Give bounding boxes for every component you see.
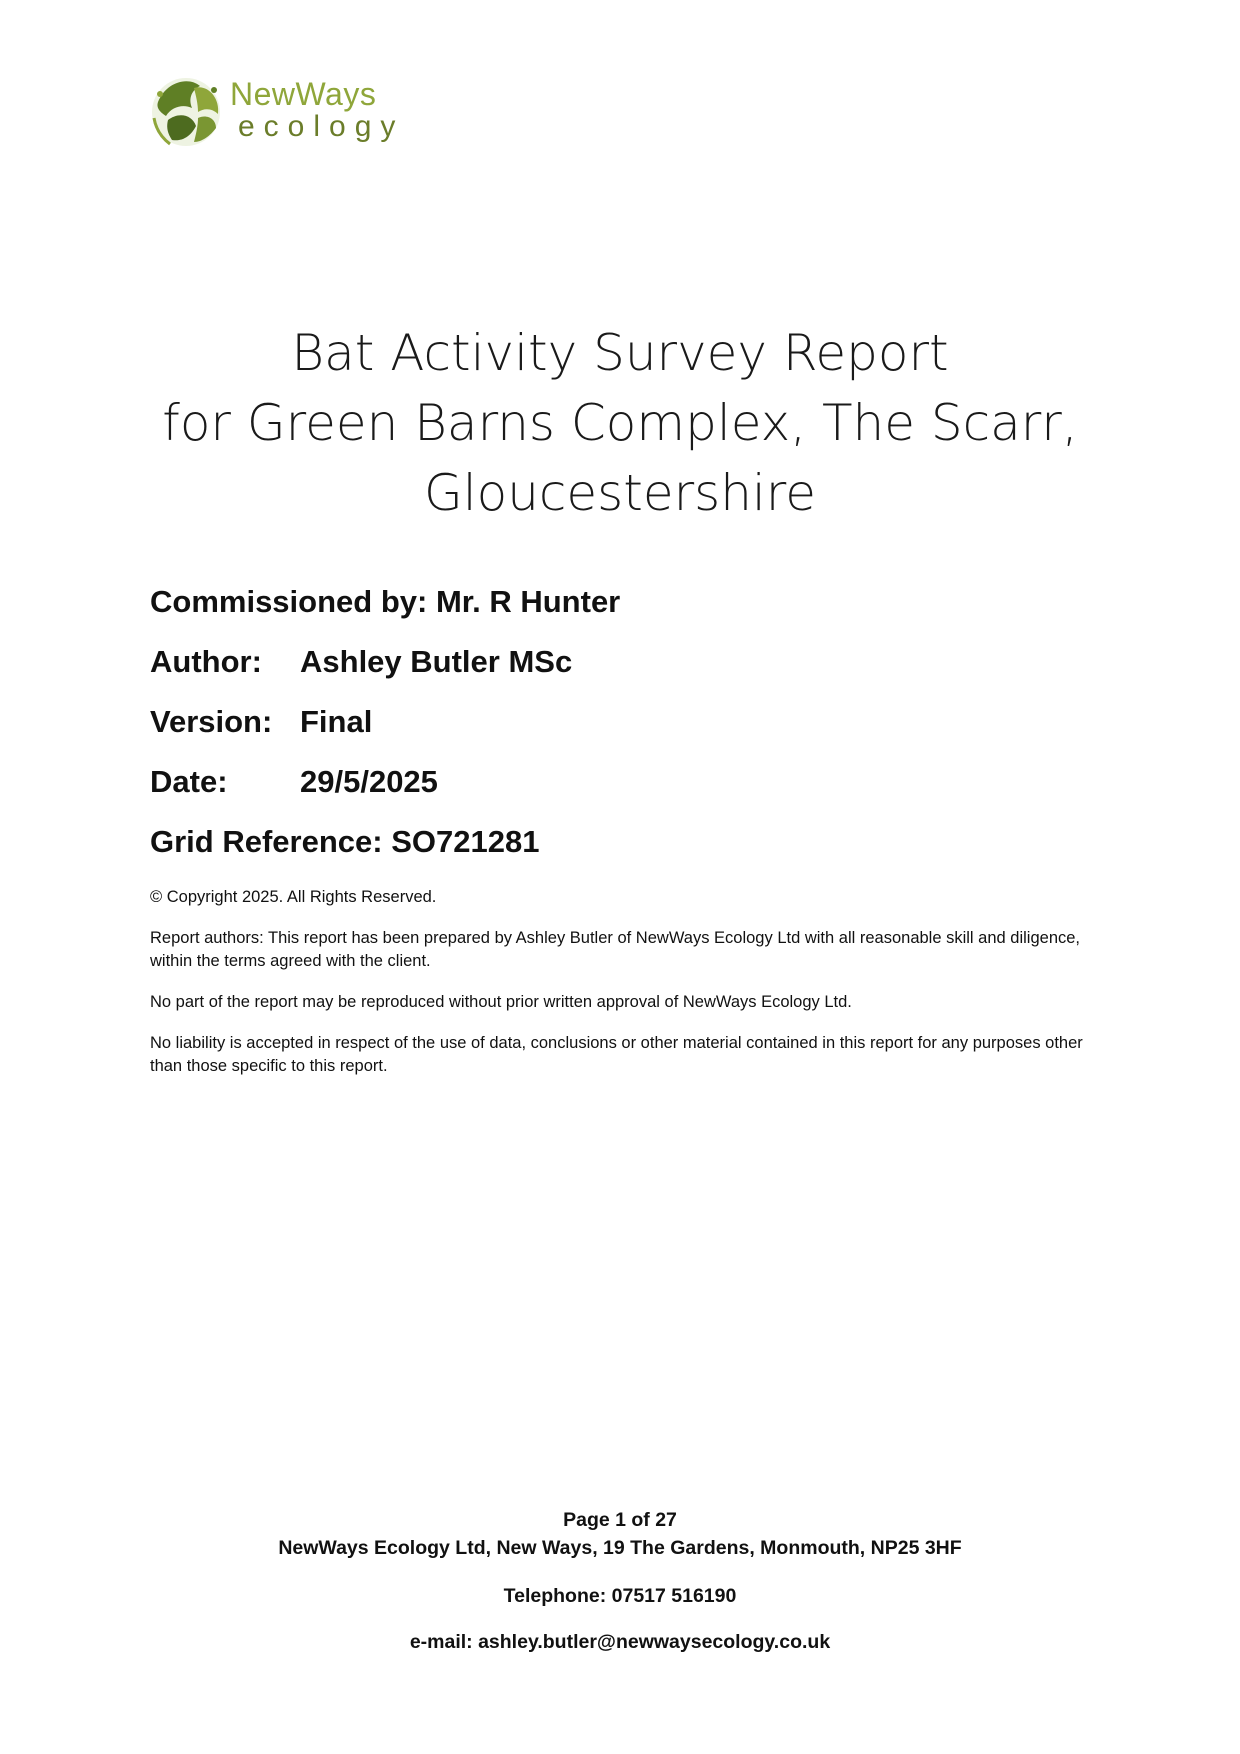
version-label: Version: [150,704,273,739]
reproduction-notice: No part of the report may be reproduced without prior written approval of NewWays Ecology Ltd. [150,993,852,1011]
author-row [150,638,620,698]
liability-notice: No liability is accepted in respect of the use of data, conclusions or other material contained in this report for any purposes other than those specific to this report. [150,1034,1083,1075]
title-line-3: Gloucestershire [424,464,816,522]
copyright-notice: © Copyright 2025. All Rights Reserved. [150,888,437,906]
author-value: Ashley Butler MSc [300,644,573,679]
page-number: Page 1 of 27 [563,1509,677,1531]
company-logo [148,72,405,152]
title-line-1: Bat Activity Survey Report [291,324,949,382]
legal-notices [150,886,1100,1096]
logo-text-newways: NewWays [230,76,377,112]
email: e-mail: ashley.butler@newwaysecology.co.uk [409,1631,831,1653]
date-row [150,758,620,818]
company-address: NewWays Ecology Ltd, New Ways, 19 The Gardens, Monmouth, NP25 3HF [278,1537,962,1559]
grid-reference-row [150,818,620,878]
report-title [120,318,1120,528]
version-value: Final [300,704,373,739]
commissioned-value: Mr. R Hunter [435,584,621,619]
grid-reference-label: Grid Reference: [150,824,383,859]
date-label: Date: [150,764,228,799]
report-details [150,578,620,878]
telephone: Telephone: 07517 516190 [503,1585,737,1607]
commissioned-row [150,578,620,638]
authors-statement: Report authors: This report has been prepared by Ashley Butler of NewWays Ecology Ltd with all reasonable skill and diligence, within the terms agreed with the client. [150,929,1081,970]
title-line-2: for Green Barns Complex, The Scarr, [162,394,1078,452]
version-row [150,698,620,758]
grid-reference-value: SO721281 [391,824,540,859]
leaf-globe-icon [148,72,228,152]
commissioned-label: Commissioned by: [150,584,428,619]
page-footer [120,1506,1120,1656]
author-label: Author: [150,644,262,679]
date-value: 29/5/2025 [300,764,438,799]
logo-text-ecology: ecology [238,110,405,143]
